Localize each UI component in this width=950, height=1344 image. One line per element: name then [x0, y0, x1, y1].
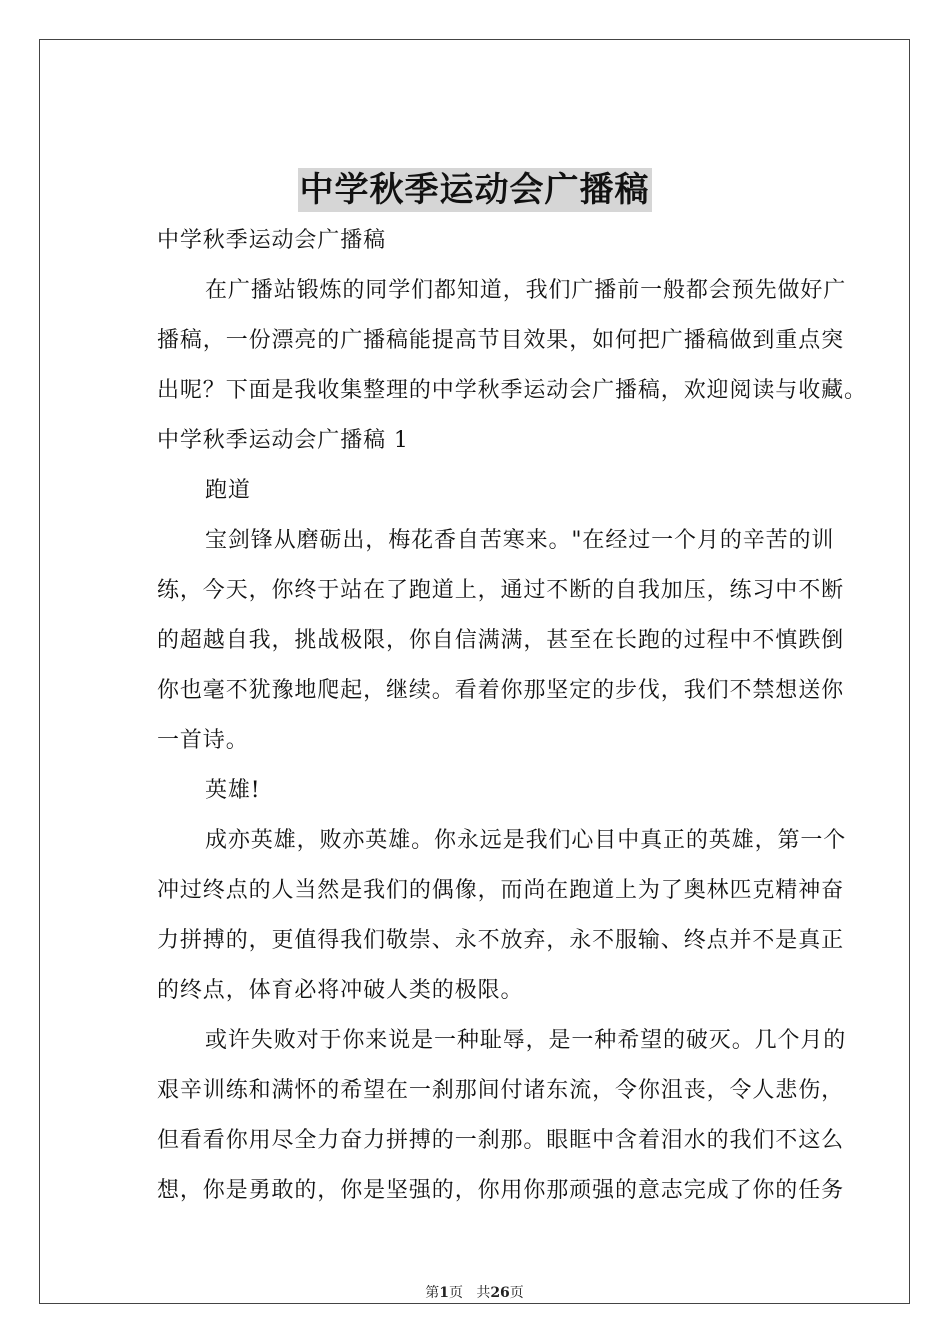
footer-prefix: 第	[425, 1285, 440, 1301]
text-line: 练，今天，你终于站在了跑道上，通过不断的自我加压，练习中不断	[157, 578, 845, 603]
page-footer	[40, 1282, 909, 1302]
text-line: 一首诗。	[157, 728, 249, 753]
text-line: 播稿，一份漂亮的广播稿能提高节目效果，如何把广播稿做到重点突	[157, 328, 845, 353]
title-container	[40, 168, 909, 212]
document-title: 中学秋季运动会广播稿	[299, 170, 650, 210]
text-line: 英雄!	[205, 778, 261, 803]
text-line: 力拼搏的，更值得我们敬崇、永不放弃，永不服输、终点并不是真正	[157, 928, 845, 953]
text-line: 成亦英雄，败亦英雄。你永远是我们心目中真正的英雄，第一个	[205, 828, 847, 853]
text-line: 你也毫不犹豫地爬起，继续。看着你那坚定的步伐，我们不禁想送你	[157, 678, 845, 703]
text-line: 或许失败对于你来说是一种耻辱，是一种希望的破灭。几个月的	[205, 1028, 847, 1053]
text-line: 冲过终点的人当然是我们的偶像，而尚在跑道上为了奥林匹克精神奋	[157, 878, 845, 903]
text-line: 的终点，体育必将冲破人类的极限。	[157, 978, 524, 1003]
text-line: 艰辛训练和满怀的希望在一刹那间付诸东流，令你沮丧，令人悲伤，	[157, 1078, 845, 1103]
text-line: 中学秋季运动会广播稿	[157, 228, 387, 253]
text-line: 出呢？下面是我收集整理的中学秋季运动会广播稿，欢迎阅读与收藏。	[157, 378, 867, 403]
footer-total-prefix: 共	[476, 1285, 491, 1301]
text-line: 想，你是勇敢的，你是坚强的，你用你那顽强的意志完成了你的任务	[157, 1178, 845, 1203]
text-line: 的超越自我，挑战极限，你自信满满，甚至在长跑的过程中不慎跌倒	[157, 628, 845, 653]
document-page	[39, 39, 910, 1304]
document-body	[157, 216, 877, 1216]
text-line: 宝剑锋从磨砺出，梅花香自苦寒来。"在经过一个月的辛苦的训	[205, 528, 835, 553]
footer-total-unit: 页	[509, 1285, 524, 1301]
footer-total-pages: 26	[490, 1285, 510, 1301]
text-line: 中学秋季运动会广播稿 1	[157, 428, 409, 453]
text-line: 在广播站锻炼的同学们都知道，我们广播前一般都会预先做好广	[205, 278, 847, 303]
text-line: 跑道	[205, 478, 251, 503]
footer-page-unit: 页	[448, 1285, 463, 1301]
footer-page-number: 1	[439, 1285, 449, 1301]
text-line: 但看看你用尽全力奋力拼搏的一刹那。眼眶中含着泪水的我们不这么	[157, 1128, 845, 1153]
